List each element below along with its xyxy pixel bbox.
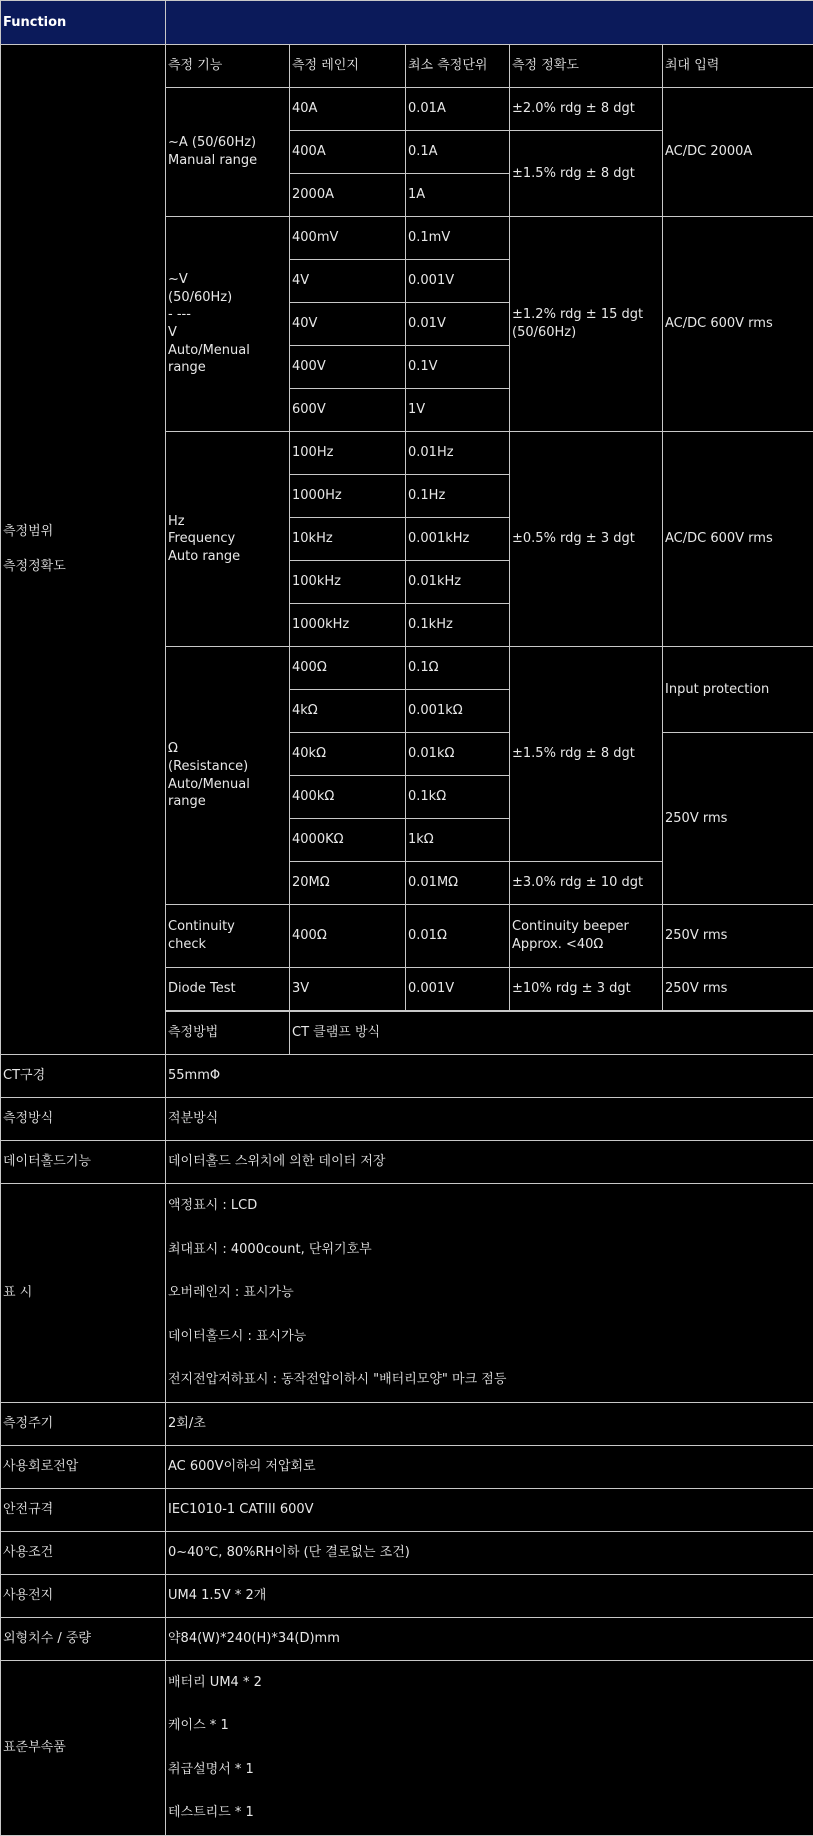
display-line: 최대표시 : 4000count, 단위기호부 — [168, 1228, 811, 1272]
spec-label-conditions: 사용조건 — [1, 1531, 166, 1574]
range-cell: 2000A — [290, 174, 406, 217]
unit-cell: 0.1kΩ — [406, 776, 510, 819]
spec-value-accessories — [166, 1660, 813, 1835]
spec-value-mode: 적분방식 — [166, 1098, 813, 1141]
unit-cell: 0.1V — [406, 346, 510, 389]
spec-value-method: CT 클램프 방식 — [290, 1012, 813, 1055]
col-header-accuracy: 측정 정확도 — [510, 45, 663, 88]
range-cell: 4000KΩ — [290, 819, 406, 862]
col-header-range: 측정 레인지 — [290, 45, 406, 88]
range-cell: 600V — [290, 389, 406, 432]
unit-cell: 0.01V — [406, 303, 510, 346]
unit-cell: 0.1kHz — [406, 604, 510, 647]
range-cell: 10kHz — [290, 518, 406, 561]
spec-value-battery: UM4 1.5V * 2개 — [166, 1574, 813, 1617]
range-cell: 100Hz — [290, 432, 406, 475]
display-line: 액정표시 : LCD — [168, 1184, 811, 1228]
display-line: 오버레인지 : 표시가능 — [168, 1271, 811, 1315]
spec-label-hold: 데이터홀드기능 — [1, 1141, 166, 1184]
unit-cell: 0.1A — [406, 131, 510, 174]
continuity-function: Continuity check — [166, 905, 290, 968]
unit-cell: 0.001kΩ — [406, 690, 510, 733]
max-input-cell: 250V rms — [663, 968, 813, 1011]
accuracy-cell: ±10% rdg ± 3 dgt — [510, 968, 663, 1011]
spec-label-mode: 측정방식 — [1, 1098, 166, 1141]
unit-cell: 0.001kHz — [406, 518, 510, 561]
accessory-line: 배터리 UM4 * 2 — [168, 1661, 811, 1705]
unit-cell: 0.1Ω — [406, 647, 510, 690]
spec-value-dimensions: 약84(W)*240(H)*34(D)mm — [166, 1617, 813, 1660]
unit-cell: 1V — [406, 389, 510, 432]
range-cell: 400kΩ — [290, 776, 406, 819]
spec-label-dimensions: 외형치수 / 중량 — [1, 1617, 166, 1660]
spec-label-display: 표 시 — [1, 1184, 166, 1403]
spec-value-display — [166, 1184, 813, 1403]
spec-label-ct: CT구경 — [1, 1055, 166, 1098]
col-header-unit: 최소 측정단위 — [406, 45, 510, 88]
col-header-function: 측정 기능 — [166, 45, 290, 88]
spec-value-hold: 데이터홀드 스위치에 의한 데이터 저장 — [166, 1141, 813, 1184]
max-input-cell: 250V rms — [663, 905, 813, 968]
col-header-max-input: 최대 입력 — [663, 45, 813, 88]
display-line: 전지전압저하표시 : 동작전압이하시 "배터리모양" 마크 점등 — [168, 1358, 811, 1402]
resistance-function: Ω (Resistance) Auto/Menual range — [166, 647, 290, 905]
unit-cell: 0.1mV — [406, 217, 510, 260]
spec-label-accessories: 표준부속품 — [1, 1660, 166, 1835]
max-input-cell: AC/DC 600V rms — [663, 432, 813, 647]
unit-cell: 0.01Hz — [406, 432, 510, 475]
accuracy-cell: ±1.2% rdg ± 15 dgt (50/60Hz) — [510, 217, 663, 432]
voltage-function: ~V (50/60Hz) - --- V Auto/Menual range — [166, 217, 290, 432]
spec-label-battery: 사용전지 — [1, 1574, 166, 1617]
range-cell: 4V — [290, 260, 406, 303]
unit-cell: 0.001V — [406, 968, 510, 1011]
frequency-function: Hz Frequency Auto range — [166, 432, 290, 647]
unit-cell: 1A — [406, 174, 510, 217]
range-cell: 400Ω — [290, 647, 406, 690]
accuracy-cell: ±2.0% rdg ± 8 dgt — [510, 88, 663, 131]
range-cell: 4kΩ — [290, 690, 406, 733]
unit-cell: 0.01A — [406, 88, 510, 131]
accessory-line: 취급설명서 * 1 — [168, 1748, 811, 1792]
range-cell: 1000Hz — [290, 475, 406, 518]
spec-value-voltage: AC 600V이하의 저압회로 — [166, 1445, 813, 1488]
range-cell: 400mV — [290, 217, 406, 260]
unit-cell: 1kΩ — [406, 819, 510, 862]
range-cell: 40A — [290, 88, 406, 131]
unit-cell: 0.01kHz — [406, 561, 510, 604]
max-input-cell: Input protection — [663, 647, 813, 733]
ac-current-function: ~A (50/60Hz) Manual range — [166, 88, 290, 217]
max-input-cell: AC/DC 2000A — [663, 88, 813, 217]
spec-label-voltage: 사용회로전압 — [1, 1445, 166, 1488]
diode-function: Diode Test — [166, 968, 290, 1011]
display-line: 데이터홀드시 : 표시가능 — [168, 1315, 811, 1359]
accuracy-cell: ±1.5% rdg ± 8 dgt — [510, 647, 663, 862]
unit-cell: 0.001V — [406, 260, 510, 303]
unit-cell: 0.01MΩ — [406, 862, 510, 905]
accuracy-cell: ±0.5% rdg ± 3 dgt — [510, 432, 663, 647]
range-cell: 400Ω — [290, 905, 406, 968]
range-cell: 40V — [290, 303, 406, 346]
range-cell: 40kΩ — [290, 733, 406, 776]
spec-value-conditions: 0~40℃, 80%RH이하 (단 결로없는 조건) — [166, 1531, 813, 1574]
range-cell: 400A — [290, 131, 406, 174]
max-input-cell: AC/DC 600V rms — [663, 217, 813, 432]
unit-cell: 0.1Hz — [406, 475, 510, 518]
accessory-line: 테스트리드 * 1 — [168, 1791, 811, 1835]
header-fill — [166, 1, 813, 45]
range-cell: 20MΩ — [290, 862, 406, 905]
accessory-line: 케이스 * 1 — [168, 1704, 811, 1748]
spec-label-method: 측정방법 — [166, 1012, 290, 1055]
measurement-row-label: 측정범위 측정정확도 — [1, 45, 166, 1055]
range-cell: 400V — [290, 346, 406, 389]
spec-value-safety: IEC1010-1 CATIII 600V — [166, 1488, 813, 1531]
range-cell: 1000kHz — [290, 604, 406, 647]
range-cell: 100kHz — [290, 561, 406, 604]
unit-cell: 0.01kΩ — [406, 733, 510, 776]
max-input-cell: 250V rms — [663, 733, 813, 905]
spec-label-cycle: 측정주기 — [1, 1402, 166, 1445]
accuracy-cell: Continuity beeper Approx. <40Ω — [510, 905, 663, 968]
header-title: Function — [1, 1, 166, 45]
spec-value-cycle: 2회/초 — [166, 1402, 813, 1445]
spec-label-safety: 안전규격 — [1, 1488, 166, 1531]
accuracy-cell: ±3.0% rdg ± 10 dgt — [510, 862, 663, 905]
accuracy-cell: ±1.5% rdg ± 8 dgt — [510, 131, 663, 217]
range-cell: 3V — [290, 968, 406, 1011]
spec-value-ct: 55mmΦ — [166, 1055, 813, 1098]
unit-cell: 0.01Ω — [406, 905, 510, 968]
